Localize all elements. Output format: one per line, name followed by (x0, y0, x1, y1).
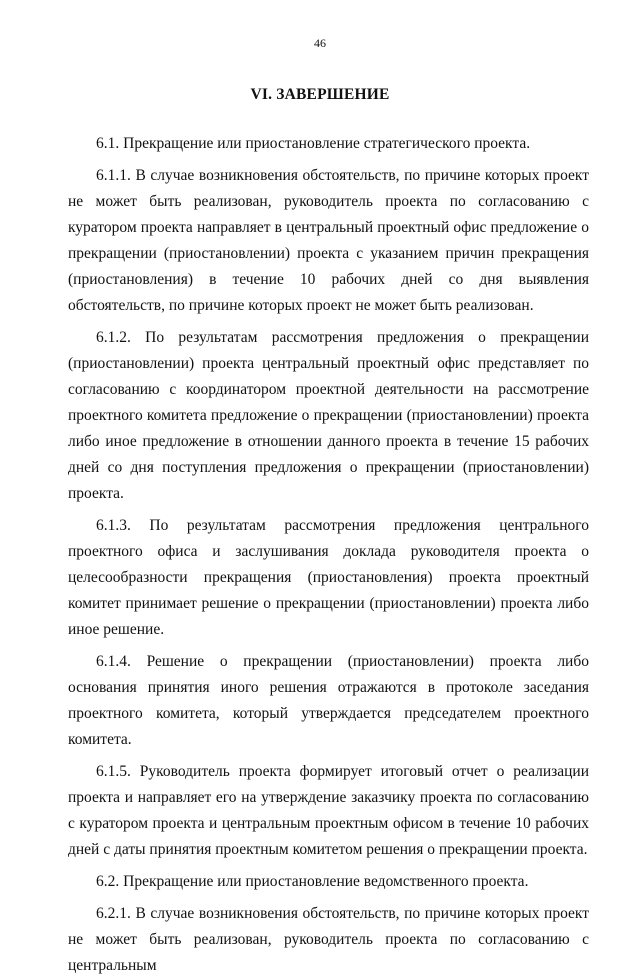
paragraph-6-1-1: 6.1.1. В случае возникновения обстоятельств, по причине которых проект не может быть реализован, руководитель проекта по согласованию с куратором проекта направляет в центральный проектный офис предложение о прекращении (приостановлении) проекта с указанием причин прекращения (приостановления) в течение 10 рабочих дней со дня выявления обстоятельств, по причине которых проект не может быть реализован. (68, 167, 589, 314)
paragraph-6-2: 6.2. Прекращение или приостановление ведомственного проекта. (96, 873, 529, 890)
paragraph-6-2-1: 6.2.1. В случае возникновения обстоятельств, по причине которых проект не может быть реализован, руководитель проекта по согласованию с центральным (68, 905, 589, 974)
document-body (68, 131, 589, 979)
paragraph-6-1: 6.1. Прекращение или приостановление стратегического проекта. (96, 135, 531, 152)
paragraph-6-1-3: 6.1.3. По результатам рассмотрения предложения центрального проектного офиса и заслушивания доклада руководителя проекта о целесообразности прекращения (приостановления) проекта проектный комитет принимает решение о прекращении (приостановлении) проекта либо иное решение. (68, 517, 589, 638)
paragraph-6-1-4: 6.1.4. Решение о прекращении (приостановлении) проекта либо основания принятия иного решения отражаются в протоколе заседания проектного комитета, который утверждается председателем проектного комитета. (68, 653, 589, 748)
section-title: VI. ЗАВЕРШЕНИЕ (250, 86, 390, 103)
paragraph-6-1-5: 6.1.5. Руководитель проекта формирует итоговый отчет о реализации проекта и направляет его на утверждение заказчику проекта по согласованию с куратором проекта и центральным проектным офисом в течение 10 рабочих дней с даты принятия проектным комитетом решения о прекращении проекта. (68, 763, 589, 858)
page-number: 46 (314, 36, 326, 50)
paragraph-6-1-2: 6.1.2. По результатам рассмотрения предложения о прекращении (приостановлении) проекта центральный проектный офис представляет по согласованию с координатором проектной деятельности на рассмотрение проектного комитета предложение о прекращении (приостановлении) проекта либо иное предложение в отношении данного проекта в течение 15 рабочих дней со дня поступления предложения о прекращении (приостановлении) проекта. (68, 329, 589, 502)
